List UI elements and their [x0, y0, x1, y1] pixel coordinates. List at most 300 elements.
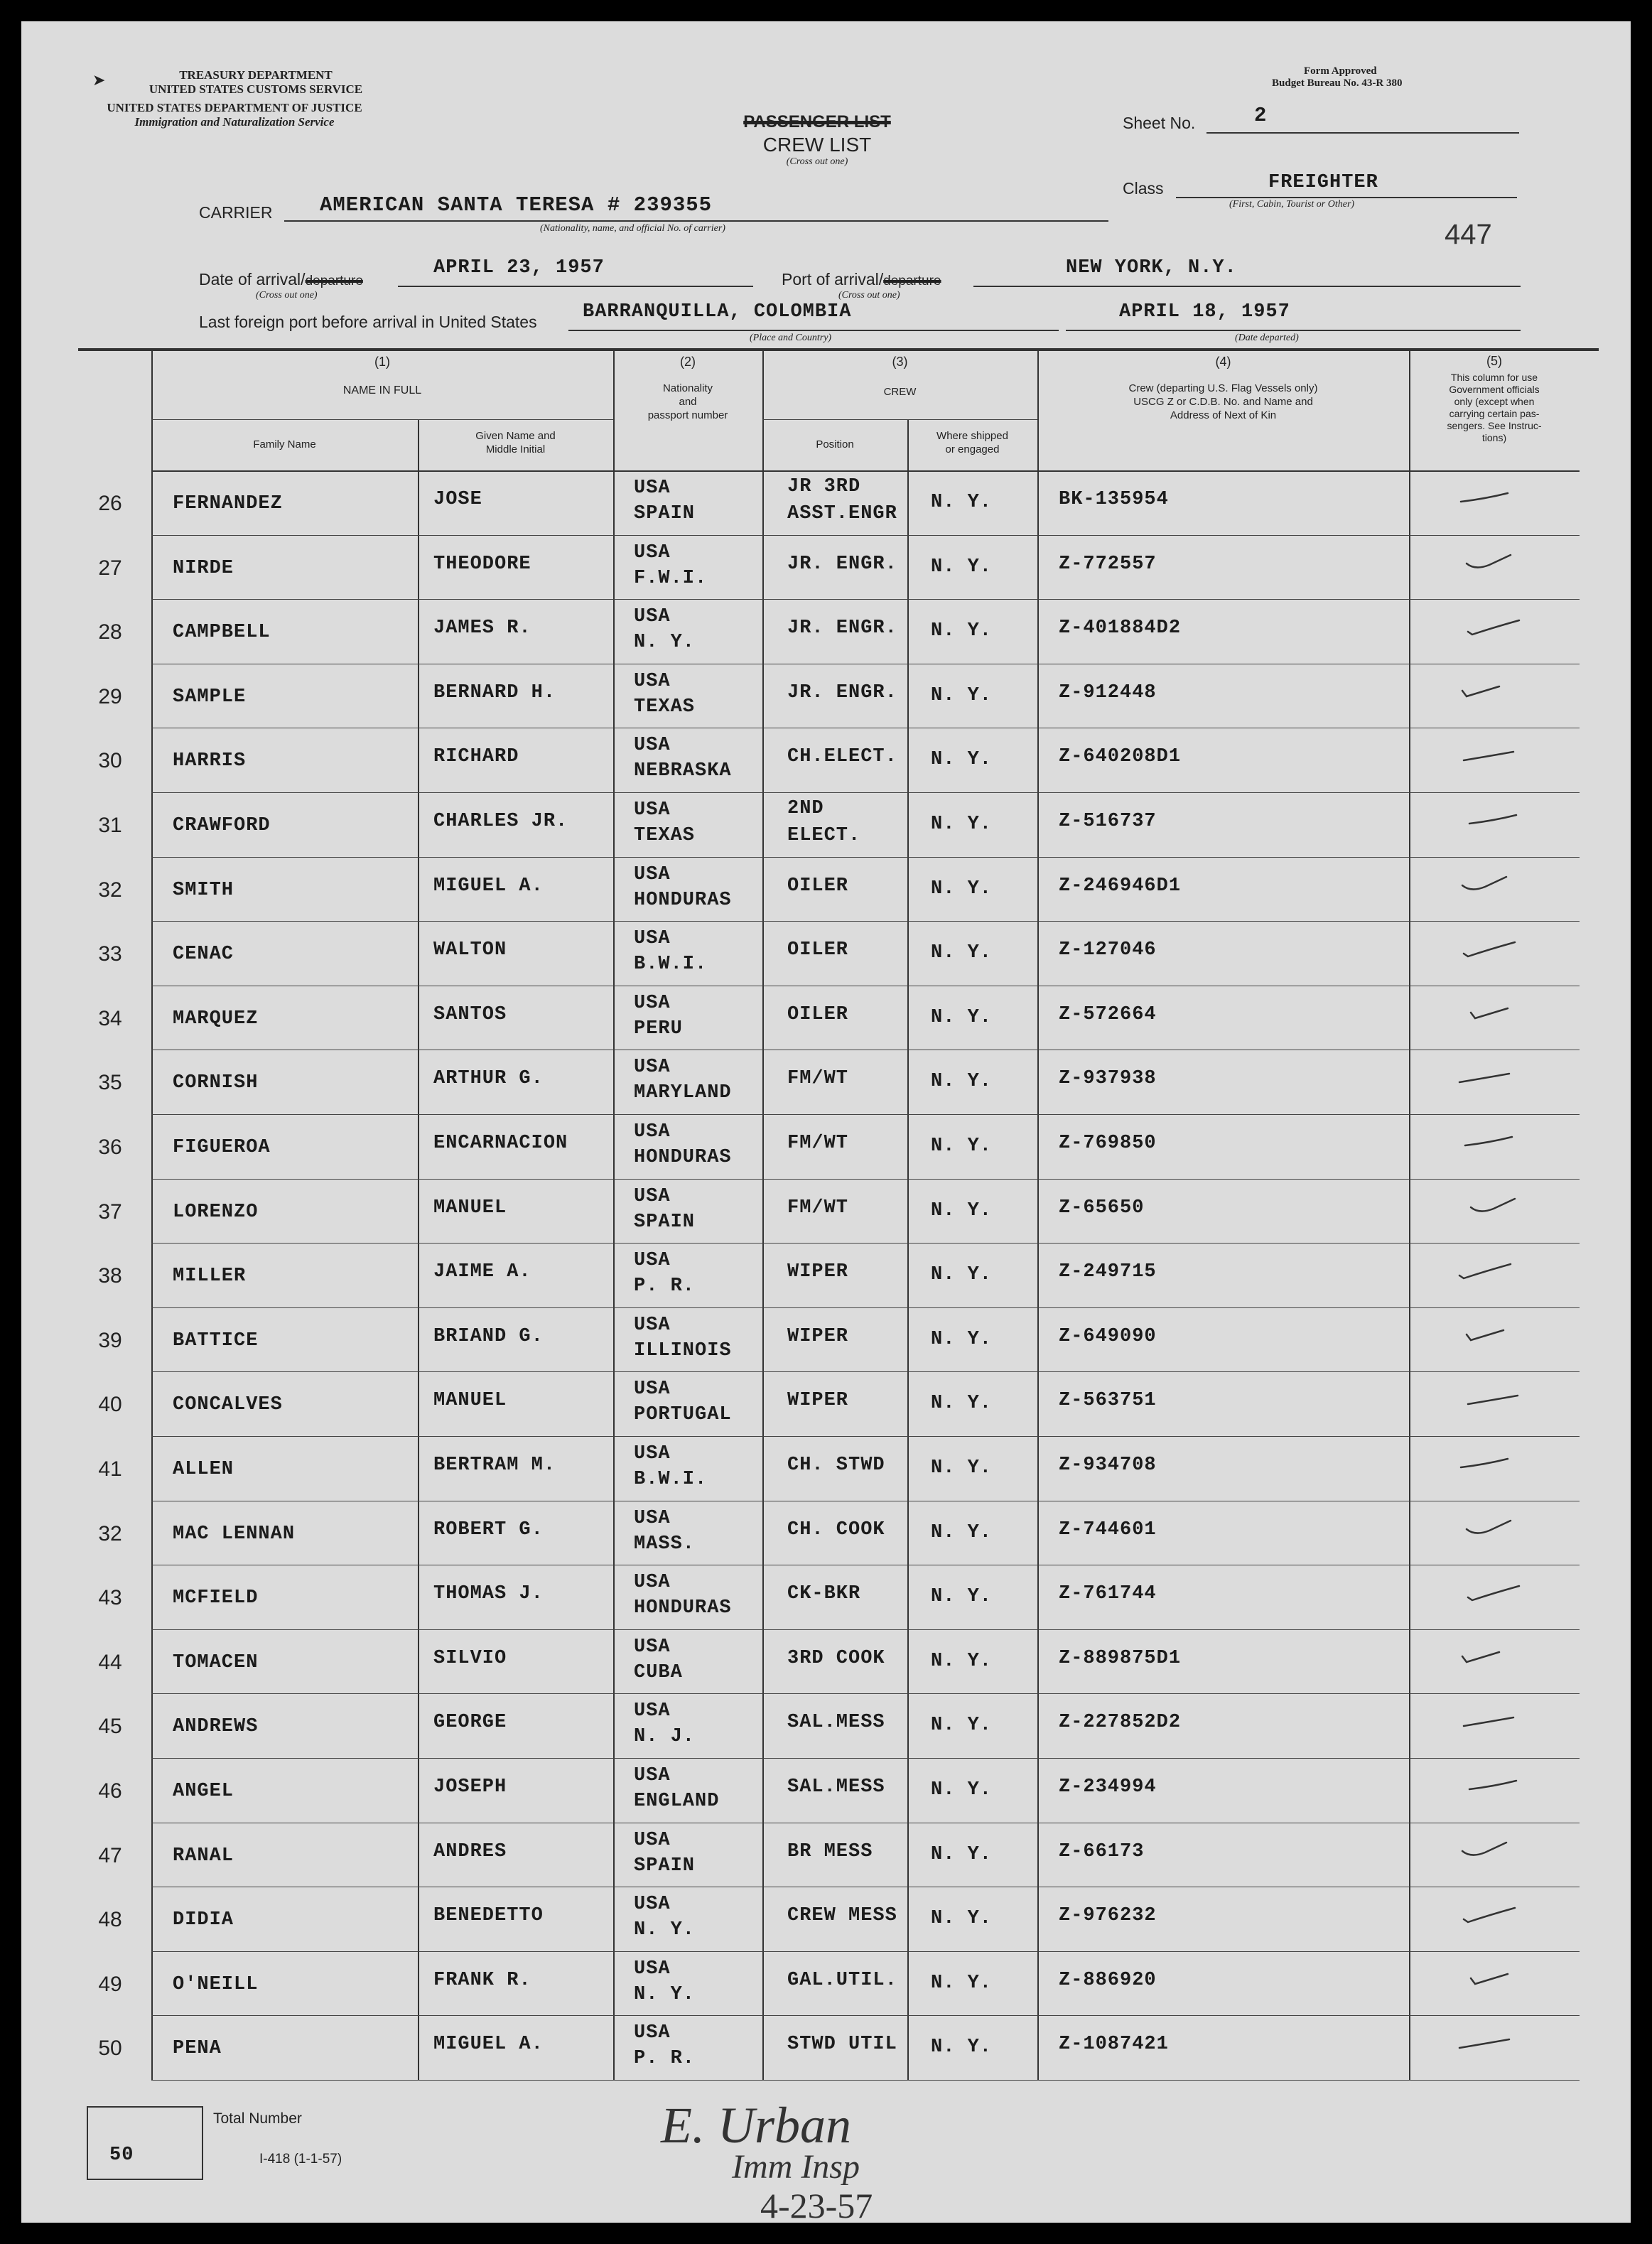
where-shipped: N. Y. — [931, 942, 993, 964]
given-name: ARTHUR G. — [433, 1068, 544, 1090]
where-shipped: N. Y. — [931, 1586, 993, 1608]
check-mark-icon — [1457, 485, 1521, 513]
col1b-line1: Given Name and — [475, 430, 556, 442]
date-arrival-text: Date of arrival/ — [199, 270, 306, 288]
class-underline — [1176, 197, 1517, 198]
position: FM/WT — [787, 1133, 849, 1154]
row-number: 32 — [98, 878, 122, 902]
nationality-detail: HONDURAS — [634, 889, 732, 911]
check-mark-icon — [1465, 1579, 1529, 1607]
nationality-detail: ILLINOIS — [634, 1339, 732, 1361]
inspection-date: 4-23-57 — [760, 2186, 873, 2226]
where-shipped: N. Y. — [931, 1006, 993, 1028]
table-row — [21, 664, 1631, 728]
passenger-list-crossed: PASSENGER LIST — [743, 112, 891, 131]
row-number: 37 — [98, 1199, 122, 1224]
col4-line2: USCG Z or C.D.B. No. and Name and — [1133, 396, 1313, 408]
form-number: I-418 (1-1-57) — [259, 2152, 342, 2167]
last-port-note: (Place and Country) — [750, 333, 832, 343]
given-name: CHARLES JR. — [433, 811, 568, 832]
table-row — [21, 1758, 1631, 1823]
position: BR MESS — [787, 1840, 873, 1862]
agency-treasury: TREASURY DEPARTMENT — [179, 68, 333, 82]
col5-header — [1409, 355, 1580, 444]
where-shipped: N. Y. — [931, 1136, 993, 1157]
col3b-where-shipped — [907, 429, 1037, 456]
inspector-title: Imm Insp — [732, 2148, 860, 2186]
nationality-detail: N. J. — [634, 1726, 696, 1748]
family-name: MAC LENNAN — [173, 1523, 296, 1545]
z-number: Z-769850 — [1059, 1133, 1157, 1154]
z-number: Z-127046 — [1059, 939, 1157, 961]
row-number: 49 — [98, 1972, 122, 1996]
family-name: CONCALVES — [173, 1394, 283, 1416]
col3a-position: Position — [816, 438, 854, 451]
port-of-arrival-label — [782, 270, 941, 289]
check-mark-icon — [1465, 1193, 1529, 1221]
nationality: USA — [634, 799, 671, 821]
z-number: Z-66173 — [1059, 1840, 1145, 1862]
family-name: ALLEN — [173, 1459, 234, 1480]
date-departed-value: APRIL 18, 1957 — [1119, 301, 1290, 323]
table-row — [21, 1307, 1631, 1372]
total-number-box — [87, 2106, 203, 2180]
inspector-signature: E. Urban — [661, 2097, 851, 2154]
last-port-underline — [568, 330, 1059, 331]
given-name: ANDRES — [433, 1840, 507, 1862]
check-mark-icon — [1465, 1772, 1529, 1801]
row-divider — [151, 2080, 1580, 2081]
position: OILER — [787, 1003, 849, 1025]
crew-list-form — [21, 21, 1631, 2226]
family-name: ANGEL — [173, 1781, 234, 1802]
z-number: Z-976232 — [1059, 1905, 1157, 1927]
col1-num: (1) — [374, 355, 390, 369]
position: CK-BKR — [787, 1583, 861, 1605]
check-mark-icon — [1465, 807, 1529, 835]
position: CH.ELECT. — [787, 746, 897, 768]
row-number: 46 — [98, 1779, 122, 1803]
nationality-detail: MASS. — [634, 1533, 696, 1555]
position: JR. ENGR. — [787, 617, 897, 640]
where-shipped: N. Y. — [931, 1521, 993, 1543]
check-mark-icon — [1461, 1708, 1525, 1736]
position: JR 3RD — [787, 476, 861, 497]
check-mark-icon — [1457, 1644, 1521, 1672]
family-name: BATTICE — [173, 1329, 259, 1352]
nationality: USA — [634, 1829, 671, 1851]
sheet-no-underline — [1206, 132, 1519, 134]
table-row — [21, 1243, 1631, 1307]
table-row — [21, 1565, 1631, 1629]
given-name: FRANK R. — [433, 1969, 531, 1991]
position-detail: ELECT. — [787, 825, 861, 846]
family-name: O'NEILL — [173, 1973, 259, 1995]
nationality-detail: TEXAS — [634, 825, 696, 846]
nationality: USA — [634, 1250, 671, 1272]
agency-ins: Immigration and Naturalization Service — [134, 115, 335, 129]
position-detail: ASST.ENGR — [787, 503, 897, 524]
position: JR. ENGR. — [787, 553, 897, 575]
table-row — [21, 599, 1631, 664]
total-number-label: Total Number — [213, 2110, 302, 2127]
family-name: MCFIELD — [173, 1587, 259, 1609]
position: FM/WT — [787, 1068, 849, 1090]
form-approval — [1272, 65, 1499, 90]
nationality: USA — [634, 1636, 671, 1658]
row-number: 38 — [98, 1264, 122, 1288]
nationality: USA — [634, 735, 671, 757]
row-number: 26 — [98, 492, 122, 515]
nationality-detail: SPAIN — [634, 503, 696, 524]
col2-line2: and — [679, 396, 697, 408]
check-mark-icon — [1461, 742, 1525, 770]
nationality-detail: P. R. — [634, 2048, 696, 2070]
check-mark-icon — [1461, 935, 1525, 964]
col5-line3: only (except when — [1454, 396, 1535, 407]
header-rule — [78, 348, 1599, 351]
position: WIPER — [787, 1261, 849, 1283]
row-number: 41 — [98, 1457, 122, 1481]
given-name: THOMAS J. — [433, 1583, 544, 1605]
z-number: Z-516737 — [1059, 811, 1157, 832]
where-shipped: N. Y. — [931, 1715, 993, 1737]
nationality-detail: NEBRASKA — [634, 760, 732, 782]
date-of-arrival-label — [199, 270, 363, 289]
position: SAL.MESS — [787, 1776, 885, 1798]
row-number: 34 — [98, 1006, 122, 1030]
check-mark-icon — [1457, 1064, 1521, 1092]
row-number: 29 — [98, 684, 122, 708]
nationality-detail: SPAIN — [634, 1855, 696, 1877]
sheet-no-value: 2 — [1254, 104, 1268, 127]
class-label: Class — [1123, 179, 1164, 198]
table-row — [21, 1693, 1631, 1758]
budget-bureau-number: Budget Bureau No. 43-R 380 — [1272, 77, 1403, 89]
col3-num: (3) — [892, 355, 908, 369]
col5-line1: This column for use — [1450, 372, 1538, 383]
carrier-underline — [284, 220, 1108, 222]
check-mark-icon — [1457, 1450, 1521, 1479]
check-mark-icon — [1465, 613, 1529, 642]
family-name: MILLER — [173, 1266, 247, 1288]
family-name: SAMPLE — [173, 686, 247, 708]
nationality-detail: SPAIN — [634, 1211, 696, 1233]
nationality-detail: N. Y. — [634, 632, 696, 654]
given-name: MIGUEL A. — [433, 875, 544, 897]
col2-line3: passport number — [647, 409, 728, 421]
col1a-family-name: Family Name — [253, 438, 316, 451]
page-mark: 447 — [1445, 219, 1492, 250]
check-mark-icon — [1465, 1000, 1529, 1028]
nationality-detail: PORTUGAL — [634, 1404, 732, 1426]
row-number: 33 — [98, 942, 122, 966]
z-number: Z-889875D1 — [1059, 1647, 1182, 1669]
grid-h-sub-1 — [151, 419, 613, 420]
last-port-label: Last foreign port before arrival in United States — [199, 313, 537, 331]
given-name: BERTRAM M. — [433, 1455, 556, 1476]
where-shipped: N. Y. — [931, 2037, 993, 2059]
z-number: Z-640208D1 — [1059, 746, 1182, 768]
nationality: USA — [634, 606, 671, 628]
col5-line2: Government officials — [1449, 384, 1540, 395]
nationality: USA — [634, 1507, 671, 1529]
where-shipped: N. Y. — [931, 1071, 993, 1093]
nationality: USA — [634, 1057, 671, 1079]
where-shipped: N. Y. — [931, 1199, 993, 1221]
position: 2ND — [787, 798, 824, 819]
position: JR. ENGR. — [787, 681, 897, 703]
col3-title: CREW — [883, 386, 917, 398]
row-number: 44 — [98, 1650, 122, 1674]
col5-num: (5) — [1486, 354, 1502, 368]
col4-line1: Crew (departing U.S. Flag Vessels only) — [1128, 382, 1318, 394]
arrow-mark: ➤ — [92, 71, 106, 89]
col4-header — [1037, 355, 1409, 422]
check-mark-icon — [1465, 1965, 1529, 1994]
family-name: DIDIA — [173, 1909, 234, 1931]
check-mark-icon — [1461, 1901, 1525, 1929]
given-name: MIGUEL A. — [433, 2034, 544, 2056]
where-shipped: N. Y. — [931, 1393, 993, 1415]
col1b-given-name — [418, 429, 613, 456]
table-row — [21, 986, 1631, 1050]
z-number: Z-649090 — [1059, 1325, 1157, 1347]
position: SAL.MESS — [787, 1712, 885, 1734]
nationality-detail: HONDURAS — [634, 1597, 732, 1619]
position: 3RD COOK — [787, 1647, 885, 1669]
col2-line1: Nationality — [662, 382, 713, 394]
nationality-detail: P. R. — [634, 1275, 696, 1298]
check-mark-icon — [1457, 1257, 1521, 1285]
family-name: TOMACEN — [173, 1651, 259, 1673]
z-number: Z-744601 — [1059, 1519, 1157, 1541]
nationality-detail: F.W.I. — [634, 567, 708, 589]
family-name: SMITH — [173, 879, 234, 901]
given-name: ROBERT G. — [433, 1519, 544, 1541]
family-name: FIGUEROA — [173, 1137, 271, 1158]
where-shipped: N. Y. — [931, 749, 993, 771]
position: CH. COOK — [787, 1519, 885, 1541]
last-port-value: BARRANQUILLA, COLOMBIA — [583, 301, 852, 323]
row-number: 35 — [98, 1071, 122, 1095]
z-number: Z-401884D2 — [1059, 617, 1182, 640]
nationality: USA — [634, 1958, 671, 1980]
table-row — [21, 1050, 1631, 1114]
where-shipped: N. Y. — [931, 1457, 993, 1479]
given-name: BENEDETTO — [433, 1905, 544, 1927]
row-number: 50 — [98, 2037, 122, 2061]
given-name: JOSEPH — [433, 1776, 507, 1798]
row-number: 39 — [98, 1328, 122, 1352]
family-name: ANDREWS — [173, 1716, 259, 1738]
port-cross-note: (Cross out one) — [838, 290, 900, 301]
position: FM/WT — [787, 1197, 849, 1219]
table-row — [21, 535, 1631, 600]
z-number: Z-234994 — [1059, 1776, 1157, 1798]
row-number: 27 — [98, 556, 122, 580]
z-number: BK-135954 — [1059, 489, 1169, 510]
row-number: 40 — [98, 1393, 122, 1417]
given-name: SILVIO — [433, 1647, 507, 1669]
where-shipped: N. Y. — [931, 1650, 993, 1672]
where-shipped: N. Y. — [931, 1264, 993, 1286]
nationality-detail: ENGLAND — [634, 1791, 720, 1812]
table-row — [21, 470, 1631, 535]
position: OILER — [787, 875, 849, 897]
sheet-no-label: Sheet No. — [1123, 114, 1196, 132]
nationality: USA — [634, 992, 671, 1014]
check-mark-icon — [1457, 1837, 1521, 1865]
class-value: FREIGHTER — [1268, 172, 1378, 193]
where-shipped: N. Y. — [931, 556, 993, 578]
table-row — [21, 792, 1631, 857]
z-number: Z-912448 — [1059, 681, 1157, 703]
nationality: USA — [634, 1443, 671, 1464]
list-title — [711, 112, 924, 168]
table-row — [21, 1823, 1631, 1887]
position: OILER — [787, 939, 849, 961]
position: STWD UTIL — [787, 2034, 897, 2056]
where-shipped: N. Y. — [931, 1972, 993, 1994]
table-row — [21, 1371, 1631, 1436]
nationality-detail: TEXAS — [634, 696, 696, 718]
date-departure-crossed: departure — [305, 274, 363, 288]
row-number: 31 — [98, 814, 122, 837]
table-row — [21, 857, 1631, 922]
nationality: USA — [634, 928, 671, 950]
row-number: 30 — [98, 749, 122, 773]
agency-header — [71, 68, 441, 129]
date-departed-underline — [1066, 330, 1521, 331]
family-name: NIRDE — [173, 557, 234, 579]
nationality: USA — [634, 1700, 671, 1722]
col1-title: NAME IN FULL — [342, 384, 422, 397]
row-number: 47 — [98, 1843, 122, 1867]
nationality-detail: CUBA — [634, 1661, 683, 1683]
family-name: LORENZO — [173, 1201, 259, 1223]
nationality: USA — [634, 1121, 671, 1143]
nationality: USA — [634, 1572, 671, 1594]
date-departed-note: (Date departed) — [1235, 333, 1299, 343]
row-number: 45 — [98, 1715, 122, 1739]
nationality-detail: B.W.I. — [634, 1469, 708, 1490]
table-row — [21, 1501, 1631, 1565]
table-row — [21, 1114, 1631, 1179]
check-mark-icon — [1461, 1128, 1525, 1157]
given-name: MANUEL — [433, 1390, 507, 1412]
nationality: USA — [634, 2022, 671, 2044]
where-shipped: N. Y. — [931, 684, 993, 706]
nationality-detail: MARYLAND — [634, 1082, 732, 1104]
z-number: Z-934708 — [1059, 1455, 1157, 1476]
family-name: MARQUEZ — [173, 1008, 259, 1030]
form-approved-label: Form Approved — [1304, 65, 1377, 77]
family-name: CAMPBELL — [173, 622, 271, 644]
nationality: USA — [634, 1894, 671, 1916]
date-of-arrival-value: APRIL 23, 1957 — [433, 257, 605, 279]
given-name: ENCARNACION — [433, 1133, 568, 1154]
given-name: MANUEL — [433, 1197, 507, 1219]
row-number: 43 — [98, 1586, 122, 1610]
z-number: Z-246946D1 — [1059, 875, 1182, 897]
given-name: JAMES R. — [433, 617, 531, 640]
z-number: Z-65650 — [1059, 1197, 1145, 1219]
table-row — [21, 1436, 1631, 1501]
where-shipped: N. Y. — [931, 878, 993, 900]
col5-line6: tions) — [1481, 432, 1507, 443]
crew-list-title: CREW LIST — [762, 134, 872, 156]
position: CH. STWD — [787, 1455, 885, 1476]
where-shipped: N. Y. — [931, 1908, 993, 1930]
check-mark-icon — [1457, 871, 1521, 900]
given-name: SANTOS — [433, 1003, 507, 1025]
port-arrival-text: Port of arrival/ — [782, 270, 884, 288]
family-name: CRAWFORD — [173, 815, 271, 836]
row-number: 28 — [98, 620, 122, 644]
family-name: HARRIS — [173, 750, 247, 772]
family-name: PENA — [173, 2038, 222, 2060]
z-number: Z-937938 — [1059, 1068, 1157, 1090]
agency-justice: UNITED STATES DEPARTMENT OF JUSTICE — [107, 101, 362, 114]
nationality: USA — [634, 1765, 671, 1786]
family-name: CENAC — [173, 944, 234, 966]
carrier-label: CARRIER — [199, 203, 273, 222]
date-cross-note: (Cross out one) — [256, 290, 318, 301]
given-name: WALTON — [433, 939, 507, 961]
col5-line5: sengers. See Instruc- — [1447, 420, 1542, 431]
family-name: FERNANDEZ — [173, 493, 283, 514]
check-mark-icon — [1461, 1322, 1525, 1350]
given-name: RICHARD — [433, 746, 519, 768]
where-shipped: N. Y. — [931, 492, 993, 513]
nationality: USA — [634, 670, 671, 692]
port-departure-crossed: departure — [883, 274, 941, 288]
col5-line4: carrying certain pas- — [1449, 408, 1540, 419]
row-number: 36 — [98, 1136, 122, 1159]
row-number: 48 — [98, 1908, 122, 1932]
where-shipped: N. Y. — [931, 620, 993, 642]
given-name: THEODORE — [433, 553, 531, 575]
position: GAL.UTIL. — [787, 1969, 897, 1991]
nationality: USA — [634, 541, 671, 563]
table-row — [21, 921, 1631, 986]
port-of-arrival-value: NEW YORK, N.Y. — [1066, 257, 1237, 279]
title-cross-note: (Cross out one) — [786, 156, 848, 167]
col2-header — [613, 355, 762, 422]
row-number: 32 — [98, 1521, 122, 1546]
given-name: BRIAND G. — [433, 1325, 544, 1347]
table-row — [21, 1951, 1631, 2016]
given-name: JAIME A. — [433, 1261, 531, 1283]
z-number: Z-1087421 — [1059, 2034, 1169, 2056]
col3b-line2: or engaged — [945, 443, 1000, 455]
position: CREW MESS — [787, 1905, 897, 1927]
z-number: Z-761744 — [1059, 1583, 1157, 1605]
agency-customs: UNITED STATES CUSTOMS SERVICE — [149, 82, 363, 96]
check-mark-icon — [1457, 678, 1521, 706]
port-underline — [973, 286, 1521, 287]
nationality: USA — [634, 1379, 671, 1401]
table-row — [21, 728, 1631, 792]
date-underline — [398, 286, 753, 287]
table-row — [21, 1887, 1631, 1951]
z-number: Z-886920 — [1059, 1969, 1157, 1991]
carrier-value: AMERICAN SANTA TERESA # 239355 — [320, 193, 713, 217]
nationality-detail: N. Y. — [634, 1983, 696, 2005]
check-mark-icon — [1461, 549, 1525, 578]
nationality: USA — [634, 1314, 671, 1336]
